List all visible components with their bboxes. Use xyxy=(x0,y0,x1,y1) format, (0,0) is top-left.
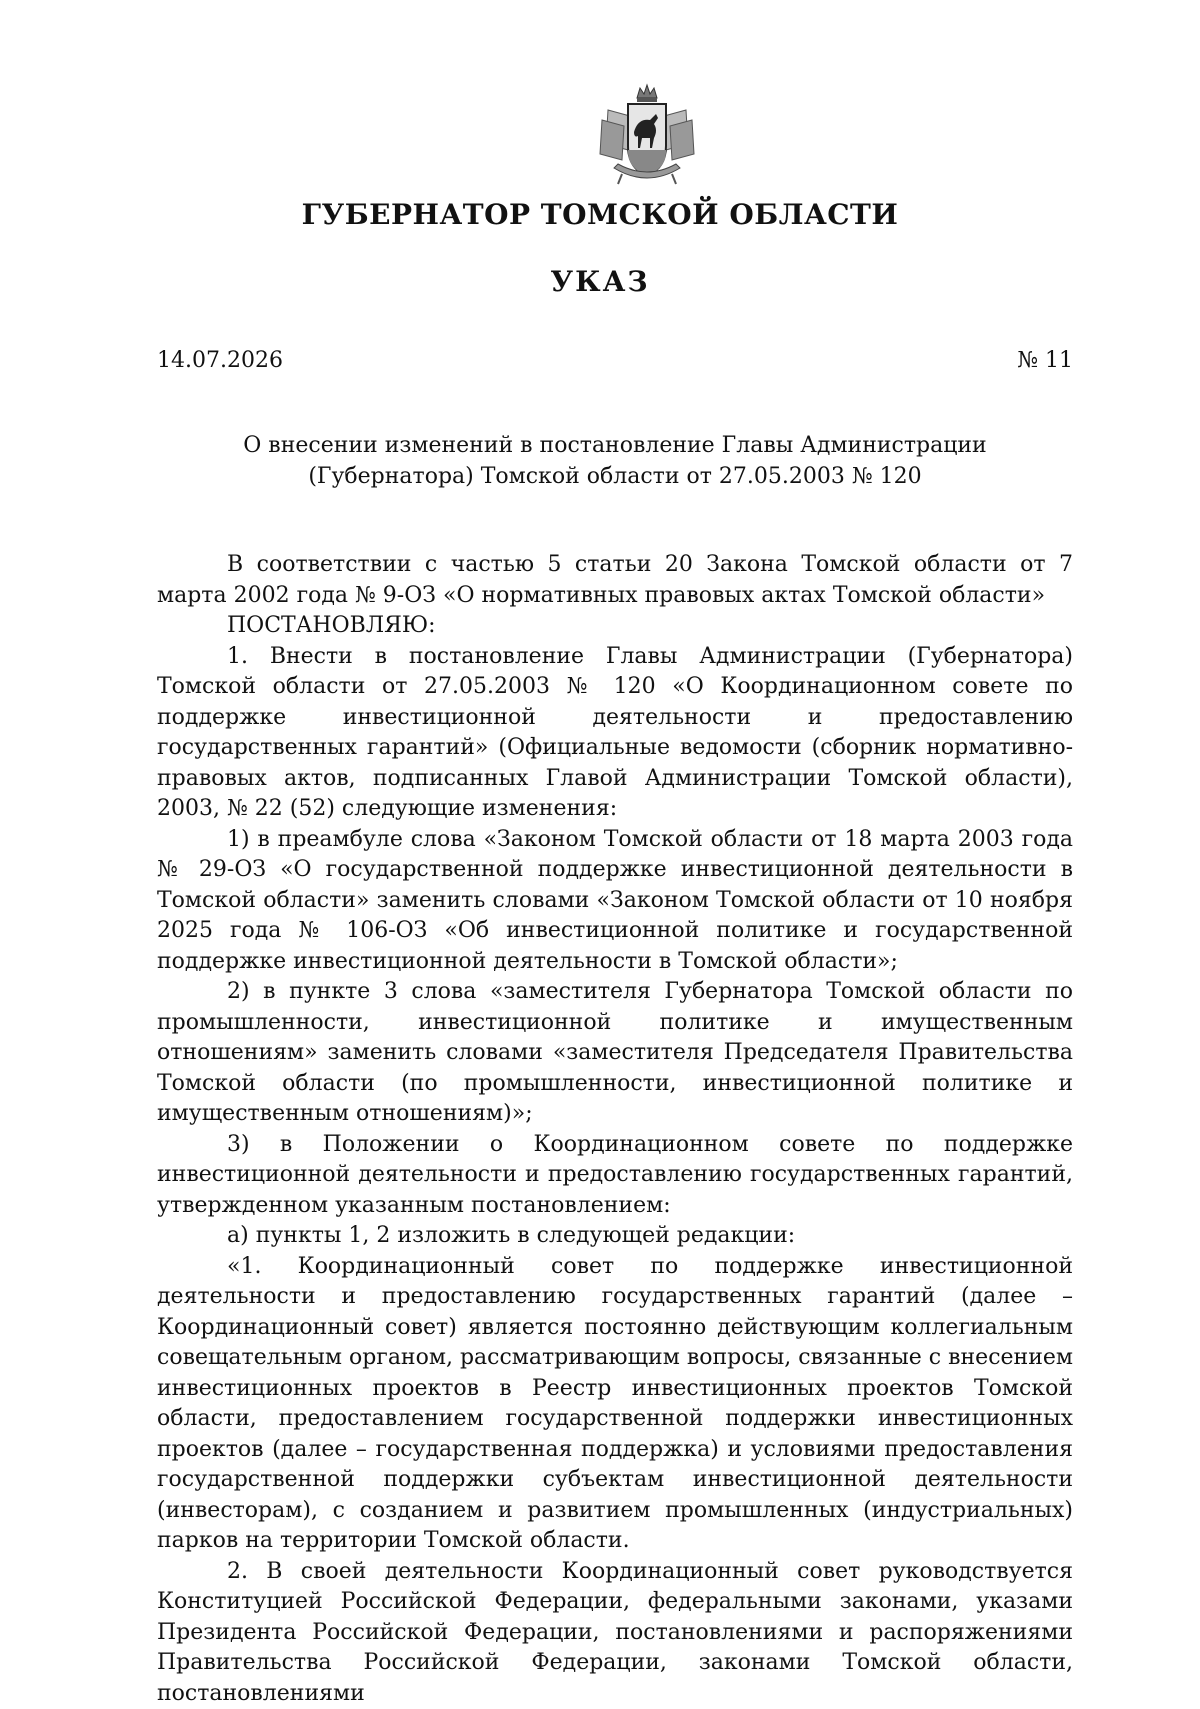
preamble-paragraph: В соответствии с частью 5 статьи 20 Закона Томской области от 7 марта 2002 года № 9-ОЗ «О нормативных правовых актах Томской области» xyxy=(157,550,1073,611)
authority-title: ГУБЕРНАТОР ТОМСКОЙ ОБЛАСТИ xyxy=(0,198,1200,231)
subitem-3-paragraph: 3) в Положении о Координационном совете по поддержке инвестиционной деятельности и предоставлению государственных гарантий, утвержденном указанным постановлением: xyxy=(157,1130,1073,1222)
document-type-title: УКАЗ xyxy=(0,265,1200,298)
quoted-point-2-paragraph: 2. В своей деятельности Координационный совет руководствуется Конституцией Российской Федерации, федеральными законами, указами Президента Российской Федерации, постановлениями и распоряжениями Правительства Российской Федерации, законами Томской области, постановлениями xyxy=(157,1557,1073,1709)
document-date: 14.07.2026 xyxy=(157,348,283,373)
subitem-1-paragraph: 1) в преамбуле слова «Законом Томской области от 18 марта 2003 года № 29-ОЗ «О государственной поддержке инвестиционной деятельности в Томской области» заменить словами «Законом Томской области от 10 ноября 2025 года № 106-ОЗ «Об инвестиционной политике и государственной поддержке инвестиционной деятельности в Томской области»; xyxy=(157,825,1073,978)
quoted-point-1-paragraph: «1. Координационный совет по поддержке инвестиционной деятельности и предоставлению государственных гарантий (далее – Координационный совет) является постоянно действующим коллегиальным совещательным органом, рассматривающим вопросы, связанные с внесением инвестиционных проектов в Реестр инвестиционных проектов Томской области, предоставлением государственной поддержки инвестиционных проектов (далее – государственная поддержка) и условиями предоставления государственной поддержки субъектам инвестиционной деятельности (инвесторам), с созданием и развитием промышленных (индустриальных) парков на территории Томской области. xyxy=(157,1252,1073,1557)
document-subject xyxy=(157,430,1073,492)
resolution-word: ПОСТАНОВЛЯЮ: xyxy=(157,611,1073,642)
subitem-2-paragraph: 2) в пункте 3 слова «заместителя Губернатора Томской области по промышленности, инвестиционной политике и имущественным отношениям» заменить словами «заместителя Председателя Правительства Томской области (по промышленности, инвестиционной политике и имущественным отношениям)»; xyxy=(157,977,1073,1130)
document-body xyxy=(157,550,1073,1709)
tomsk-oblast-coat-of-arms-icon xyxy=(588,80,706,188)
document-number: № 11 xyxy=(1017,348,1073,373)
subject-line-1: О внесении изменений в постановление Главы Администрации xyxy=(157,430,1073,461)
item-1-paragraph: 1. Внести в постановление Главы Администрации (Губернатора) Томской области от 27.05.2003 № 120 «О Координационном совете по поддержке инвестиционной деятельности и предоставлению государственных гарантий» (Официальные ведомости (сборник нормативно-правовых актов, подписанных Главой Администрации Томской области), 2003, № 22 (52) следующие изменения: xyxy=(157,642,1073,825)
subject-line-2: (Губернатора) Томской области от 27.05.2003 № 120 xyxy=(157,461,1073,492)
subitem-a-paragraph: а) пункты 1, 2 изложить в следующей редакции: xyxy=(157,1221,1073,1252)
